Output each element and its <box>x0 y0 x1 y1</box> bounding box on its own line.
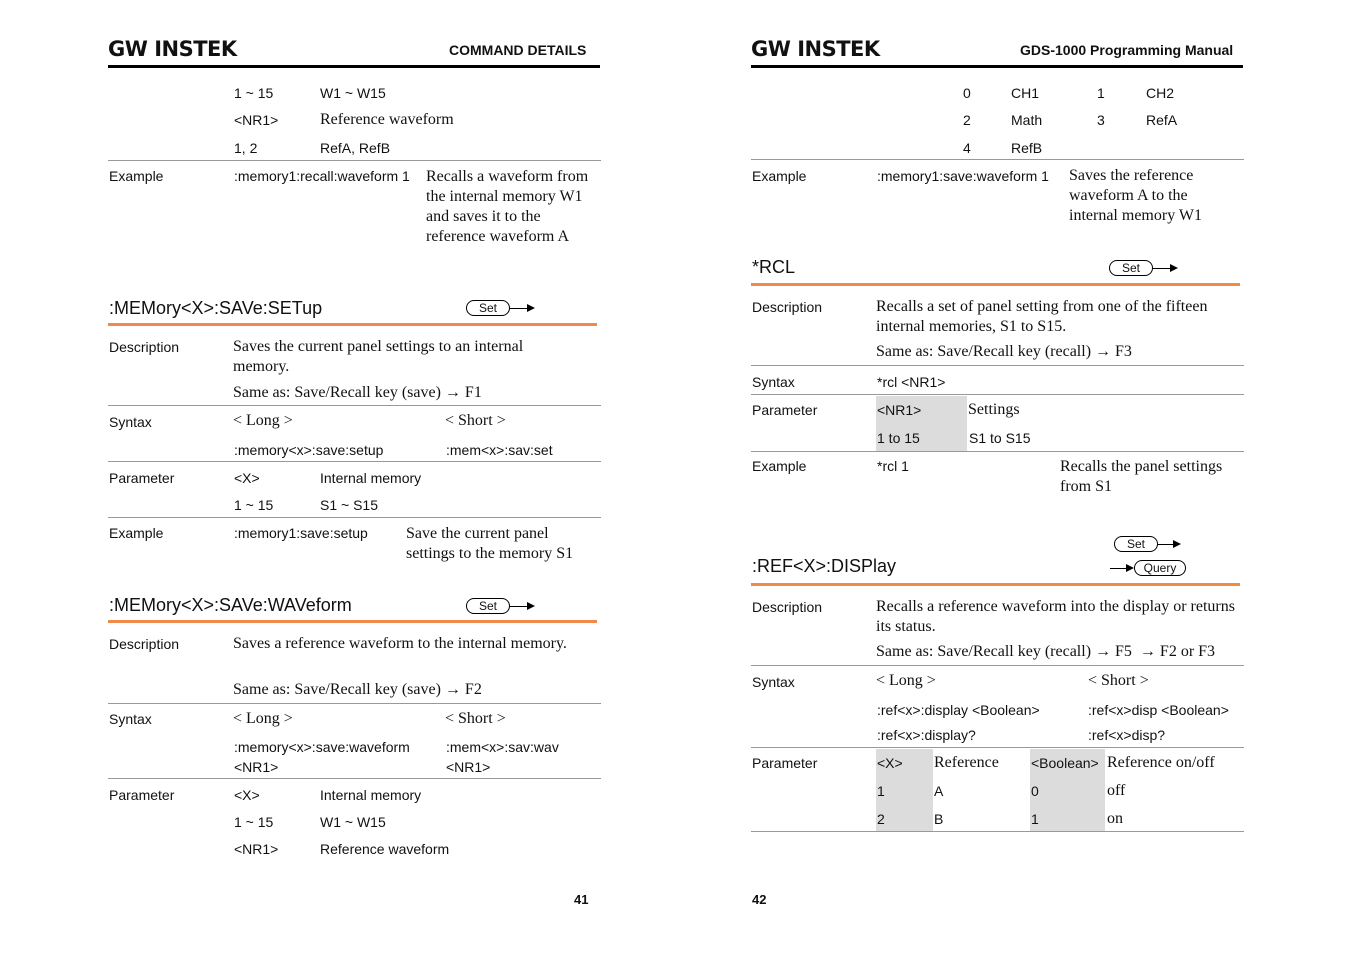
gw-instek-logo: GW INSTEK <box>108 37 237 61</box>
param-header-desc: Settings <box>968 401 1020 418</box>
row-divider <box>108 703 601 704</box>
source-name: Math <box>1011 112 1043 128</box>
source-number: 0 <box>963 85 971 101</box>
row-divider <box>108 517 601 518</box>
long-header: < Long > <box>233 710 293 727</box>
example-description: Saves the reference waveform A to the internal memory W1 <box>1069 167 1202 224</box>
param-value: <X> <box>234 787 260 803</box>
param-desc: W1 ~ W15 <box>320 814 386 830</box>
query-badge: Query <box>1134 560 1186 576</box>
row-divider <box>751 747 1244 748</box>
param-value: 1 ~ 15 <box>234 85 274 101</box>
param-desc: Reference waveform <box>320 111 454 128</box>
param-value: 1, 2 <box>234 140 258 156</box>
param-desc: S1 to S15 <box>969 430 1031 446</box>
arrow-right-icon <box>1170 264 1178 272</box>
parameter-label: Parameter <box>752 402 818 418</box>
source-name: CH1 <box>1011 85 1040 101</box>
page-number: 41 <box>574 892 589 907</box>
param-header-desc: Reference <box>934 754 999 771</box>
long-syntax-query: :ref<x>:display? <box>877 727 976 743</box>
arrow-right-icon <box>1126 564 1134 572</box>
row-divider <box>751 394 1244 395</box>
row-divider <box>751 665 1244 666</box>
header-rule <box>108 65 600 68</box>
param-header: <Boolean> <box>1031 755 1099 771</box>
example-label: Example <box>752 168 807 184</box>
page-number: 42 <box>752 892 767 907</box>
source-number: 1 <box>1097 85 1105 101</box>
param-desc: off <box>1107 782 1126 799</box>
source-name: CH2 <box>1146 85 1175 101</box>
example-command: :memory1:save:waveform 1 <box>877 168 1049 184</box>
page-header: GDS-1000 Programming Manual <box>1020 42 1234 58</box>
example-label: Example <box>109 168 164 184</box>
param-desc: A <box>934 783 944 799</box>
section-rule <box>108 323 597 326</box>
short-syntax-query: :ref<x>disp? <box>1088 727 1166 743</box>
example-label: Example <box>109 525 164 541</box>
parameter-label: Parameter <box>109 787 175 803</box>
same-as-text: Same as: Save/Recall key (save) → F1 <box>233 384 482 401</box>
long-syntax-arg: <NR1> <box>234 759 279 775</box>
param-desc: Reference waveform <box>320 841 450 857</box>
section-title-save-setup: :MEMory<X>:SAVe:SETup <box>109 298 323 318</box>
set-badge: Set <box>466 300 510 316</box>
same-as-text: Same as: Save/Recall key (recall) → F3 <box>876 343 1132 360</box>
gw-instek-logo: GW INSTEK <box>751 37 880 61</box>
row-divider <box>108 405 601 406</box>
param-value: 1 <box>1031 811 1039 827</box>
same-as-text: Same as: Save/Recall key (recall) → F5 → F2 or F3 <box>876 643 1216 660</box>
param-value: 1 ~ 15 <box>234 497 274 513</box>
syntax-label: Syntax <box>109 414 152 430</box>
param-desc: on <box>1107 810 1123 827</box>
example-description: Recalls a waveform from the internal memory W1 and saves it to the reference waveform A <box>426 168 589 245</box>
section-rule <box>751 583 1240 586</box>
param-desc: S1 ~ S15 <box>320 497 378 513</box>
syntax-label: Syntax <box>109 711 152 727</box>
description-text: Saves a reference waveform to the internal memory. <box>233 635 567 652</box>
syntax-label: Syntax <box>752 374 795 390</box>
short-header: < Short > <box>445 710 506 727</box>
section-title-ref-display: :REF<X>:DISPlay <box>752 556 897 576</box>
param-value: 1 to 15 <box>877 430 920 446</box>
header-rule <box>751 65 1243 68</box>
set-arrow-line <box>509 308 529 309</box>
page-header: COMMAND DETAILS <box>449 42 587 58</box>
row-divider <box>108 160 601 161</box>
example-description: Recalls the panel settings from S1 <box>1060 458 1223 495</box>
row-divider <box>751 451 1244 452</box>
set-badge: Set <box>1114 536 1158 552</box>
description-label: Description <box>752 599 823 615</box>
source-name: RefB <box>1011 140 1043 156</box>
param-value: 0 <box>1031 783 1039 799</box>
param-desc: RefA, RefB <box>320 140 391 156</box>
source-name: RefA <box>1146 112 1178 128</box>
param-value: <NR1> <box>234 112 279 128</box>
param-header: <NR1> <box>877 402 922 418</box>
param-value: 2 <box>877 811 885 827</box>
long-header: < Long > <box>876 672 936 689</box>
param-desc: Internal memory <box>320 470 422 486</box>
section-rule <box>751 283 1240 286</box>
row-divider <box>108 461 601 462</box>
short-header: < Short > <box>445 412 506 429</box>
row-divider <box>751 365 1244 366</box>
syntax-text: *rcl <NR1> <box>877 374 946 390</box>
section-title-save-waveform: :MEMory<X>:SAVe:WAVeform <box>109 595 352 615</box>
param-desc: Internal memory <box>320 787 422 803</box>
source-number: 2 <box>963 112 971 128</box>
arrow-right-icon <box>527 602 535 610</box>
example-command: *rcl 1 <box>877 458 909 474</box>
section-title-rcl: *RCL <box>752 257 796 277</box>
long-syntax: :memory<x>:save:setup <box>234 442 384 458</box>
parameter-label: Parameter <box>752 755 818 771</box>
arrow-right-icon <box>527 304 535 312</box>
source-number: 3 <box>1097 112 1105 128</box>
row-divider <box>108 778 601 779</box>
source-number: 4 <box>963 140 971 156</box>
set-badge: Set <box>1109 260 1153 276</box>
description-label: Description <box>109 636 180 652</box>
long-header: < Long > <box>233 412 293 429</box>
description-text: Saves the current panel settings to an internal memory. <box>233 338 524 375</box>
description-text: Recalls a set of panel setting from one of the fifteen internal memories, S1 to S15. <box>876 298 1208 335</box>
example-command: :memory1:recall:waveform 1 <box>234 168 410 184</box>
long-syntax: :memory<x>:save:waveform <box>234 739 410 755</box>
param-header: <X> <box>877 755 903 771</box>
section-rule <box>108 620 597 623</box>
param-desc: W1 ~ W15 <box>320 85 386 101</box>
description-label: Description <box>109 339 180 355</box>
example-label: Example <box>752 458 807 474</box>
param-value: <X> <box>234 470 260 486</box>
short-syntax: :ref<x>disp <Boolean> <box>1088 702 1229 718</box>
example-description: Save the current panel settings to the memory S1 <box>406 525 574 562</box>
set-badge: Set <box>466 598 510 614</box>
param-value: <NR1> <box>234 841 279 857</box>
parameter-label: Parameter <box>109 470 175 486</box>
short-syntax-arg: <NR1> <box>446 759 491 775</box>
arrow-right-icon <box>1173 540 1181 548</box>
param-value: 1 <box>877 783 885 799</box>
set-arrow-line <box>1157 544 1174 545</box>
param-value: 1 ~ 15 <box>234 814 274 830</box>
short-header: < Short > <box>1088 672 1149 689</box>
param-desc: B <box>934 811 944 827</box>
param-header-desc: Reference on/off <box>1107 754 1215 771</box>
short-syntax: :mem<x>:sav:wav <box>446 739 559 755</box>
row-divider <box>751 831 1244 832</box>
row-divider <box>751 159 1244 160</box>
set-arrow-line <box>509 606 529 607</box>
long-syntax: :ref<x>:display <Boolean> <box>877 702 1040 718</box>
description-text: Recalls a reference waveform into the display or returns its status. <box>876 598 1235 635</box>
example-command: :memory1:save:setup <box>234 525 368 541</box>
description-label: Description <box>752 299 823 315</box>
same-as-text: Same as: Save/Recall key (save) → F2 <box>233 681 482 698</box>
short-syntax: :mem<x>:sav:set <box>446 442 553 458</box>
set-arrow-line <box>1152 268 1172 269</box>
syntax-label: Syntax <box>752 674 795 690</box>
